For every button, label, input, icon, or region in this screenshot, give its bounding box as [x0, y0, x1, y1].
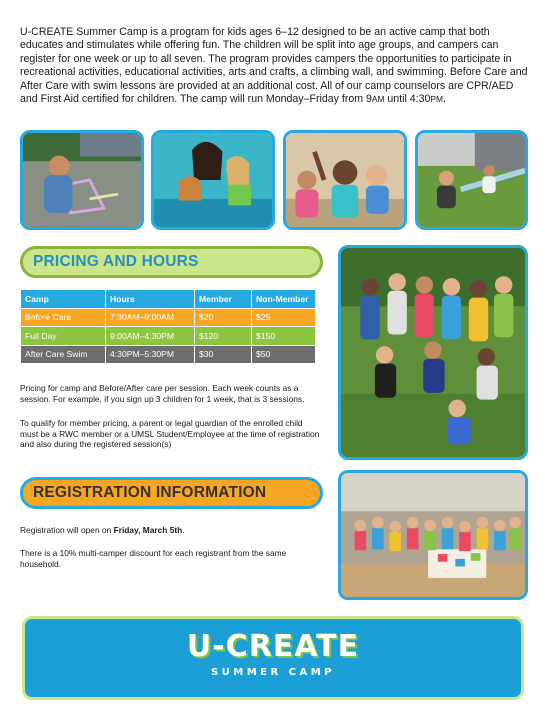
logo-subtitle: SUMMER CAMP	[210, 667, 336, 678]
cell-member: $120	[195, 327, 252, 346]
registration-heading-banner	[20, 477, 323, 509]
cell-hours: 7:30AM–9:00AM	[106, 308, 195, 327]
photo-cheering-campers	[283, 130, 407, 230]
registration-open-suffix: .	[182, 525, 185, 535]
pricing-heading-banner	[20, 246, 323, 278]
intro-paragraph	[20, 26, 530, 106]
intro-period: .	[442, 93, 446, 106]
col-non-member: Non-Member	[252, 290, 316, 309]
table-row	[21, 345, 316, 364]
photo-pool-girls	[151, 130, 275, 230]
cell-member: $20	[195, 308, 252, 327]
cell-non-member: $25	[252, 308, 316, 327]
registration-open-prefix: Registration will open on	[20, 525, 114, 535]
cell-non-member: $50	[252, 345, 316, 364]
cell-camp: Full Day	[21, 327, 106, 346]
footer-logo-banner	[22, 616, 524, 700]
cell-hours: 4:30PM–5:30PM	[106, 345, 195, 364]
registration-open-day: Friday, March 5th	[113, 525, 183, 535]
photo-grass-race	[415, 130, 528, 230]
pricing-table	[20, 289, 316, 364]
photo-group-outdoors	[338, 245, 528, 460]
table-row	[21, 327, 316, 346]
intro-pm: PM	[430, 94, 443, 105]
intro-text: U-CREATE Summer Camp is a program for kids ages 6–12 designed to be an active camp that both educates and stimulates while offering fun. The children will be split into age groups, and campers can register for one week or up to all seven. The program provides campers the opportunities to participate in recreational activities, educational activities, arts and crafts, a climbing wall, and swimming. Before Care and After Care with swim lessons are provided at an additional cost. All of our camp counselors are CPR/AED and First Aid certified for children. The camp will run Monday–Friday from 9	[20, 26, 528, 106]
cell-camp: Before Care	[21, 308, 106, 327]
col-member: Member	[195, 290, 252, 309]
col-hours: Hours	[106, 290, 195, 309]
col-camp: Camp	[21, 290, 106, 309]
intro-am: AM	[371, 94, 385, 105]
cell-hours: 9:00AM–4:30PM	[106, 327, 195, 346]
logo-title: U-CREATE	[186, 629, 360, 664]
intro-until: until 4:30	[384, 93, 431, 106]
cell-camp: After Care Swim	[21, 345, 106, 364]
pricing-heading: PRICING AND HOURS	[33, 253, 199, 270]
cell-member: $30	[195, 345, 252, 364]
registration-open-date	[20, 525, 320, 536]
registration-discount: There is a 10% multi-camper discount for each registrant from the same household.	[20, 548, 287, 569]
registration-heading: REGISTRATION INFORMATION	[33, 484, 267, 501]
photo-group-indoors	[338, 470, 528, 600]
table-header-row	[21, 290, 316, 309]
cell-non-member: $150	[252, 327, 316, 346]
pricing-note-membership: To qualify for member pricing, a parent or legal guardian of the enrolled child must be a RWC member or a UMSL Student/Employee at the time of registration and also during the registered session(s)	[20, 418, 320, 450]
pricing-note-sessions: Pricing for camp and Before/After care per session. Each week counts as a session. For example, if you sign up 3 children for 1 week, that is 3 sessions.	[20, 383, 305, 404]
photo-chalk-drawing	[20, 130, 144, 230]
table-row	[21, 308, 316, 327]
